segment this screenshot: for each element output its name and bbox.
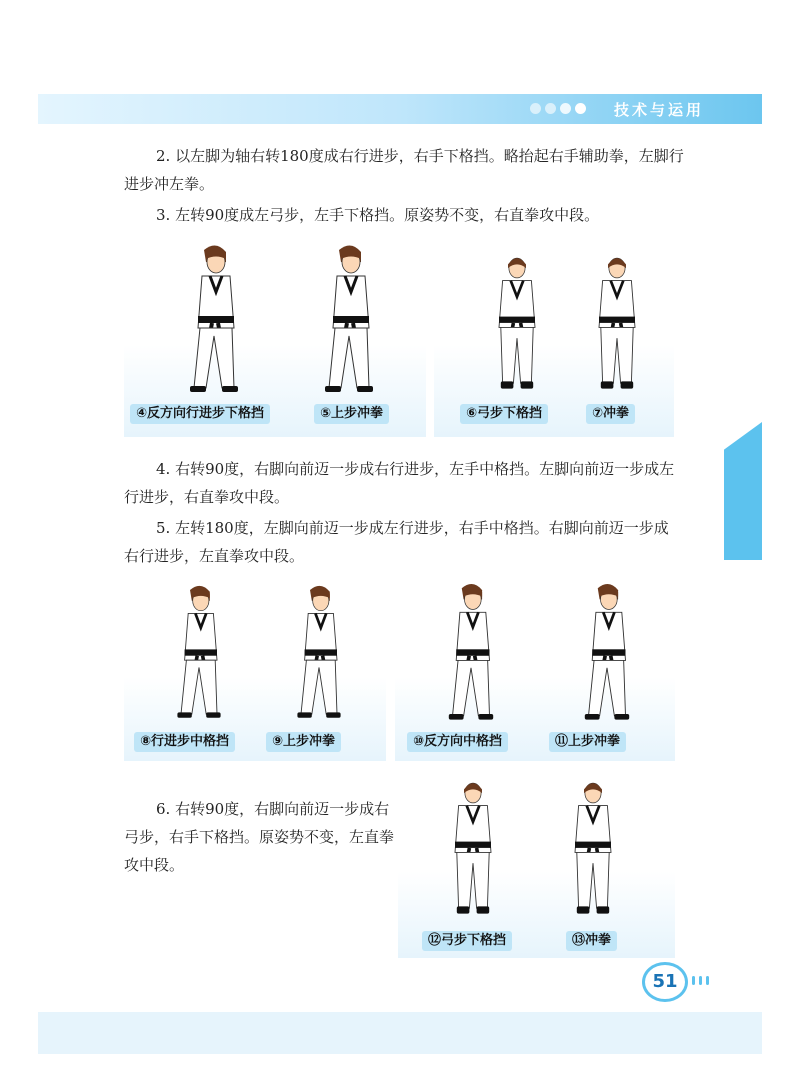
figure-4 — [164, 240, 264, 400]
figure-5 — [294, 240, 404, 400]
figure-panel-5 — [398, 766, 675, 958]
header-dots-icon — [530, 103, 586, 114]
figure-9 — [274, 579, 364, 727]
figure-13 — [548, 768, 638, 926]
step-5-text: 5. 左转180度，左脚向前迈一步成左行进步，右手中格挡。右脚向前迈一步成右行进步，左直拳攻中段。 — [124, 519, 669, 565]
figure-10 — [421, 579, 521, 727]
caption-4: ④反方向行进步下格挡 — [130, 404, 270, 424]
caption-7: ⑦冲拳 — [586, 404, 635, 424]
page-number: 51 — [652, 971, 678, 992]
caption-9: ⑨上步冲拳 — [266, 732, 341, 752]
figure-panel-4 — [395, 575, 675, 761]
caption-5: ⑤上步冲拳 — [314, 404, 389, 424]
bottom-strip — [38, 1012, 762, 1054]
figure-11 — [557, 579, 657, 727]
chapter-title: 技术与运用 — [614, 101, 705, 119]
step-3-text: 3. 左转90度成左弓步，左手下格挡。原姿势不变，右直拳攻中段。 — [156, 206, 600, 224]
caption-12: ⑫弓步下格挡 — [422, 931, 512, 951]
caption-11: ⑪上步冲拳 — [549, 732, 626, 752]
figure-panel-1 — [124, 232, 426, 437]
caption-6: ⑥弓步下格挡 — [460, 404, 548, 424]
side-tab — [724, 422, 762, 560]
text-block-2 — [124, 455, 682, 570]
page-badge-icon — [642, 962, 688, 1002]
text-block-1 — [124, 142, 694, 229]
page-marks — [692, 976, 709, 985]
figure-panel-2 — [434, 232, 674, 437]
text-block-3 — [124, 795, 399, 879]
caption-10: ⑩反方向中格挡 — [407, 732, 508, 752]
figure-panel-3 — [124, 575, 386, 761]
step-6-text: 6. 右转90度，右脚向前迈一步成右弓步，右手下格挡。原姿势不变，左直拳攻中段。 — [124, 800, 395, 874]
caption-8: ⑧行进步中格挡 — [134, 732, 235, 752]
figure-12 — [428, 768, 518, 926]
step-4-text: 4. 右转90度，右脚向前迈一步成右行进步，左手中格挡。左脚向前迈一步成左行进步，右直拳攻中段。 — [124, 460, 675, 506]
caption-13: ⑬冲拳 — [566, 931, 617, 951]
figure-7 — [572, 242, 662, 402]
figure-8 — [154, 579, 244, 727]
figure-6 — [472, 242, 562, 402]
step-2-text: 2. 以左脚为轴右转180度成右行进步，右手下格挡。略抬起右手辅助拳，左脚行进步冲左拳。 — [124, 147, 684, 193]
chapter-header — [38, 94, 762, 124]
